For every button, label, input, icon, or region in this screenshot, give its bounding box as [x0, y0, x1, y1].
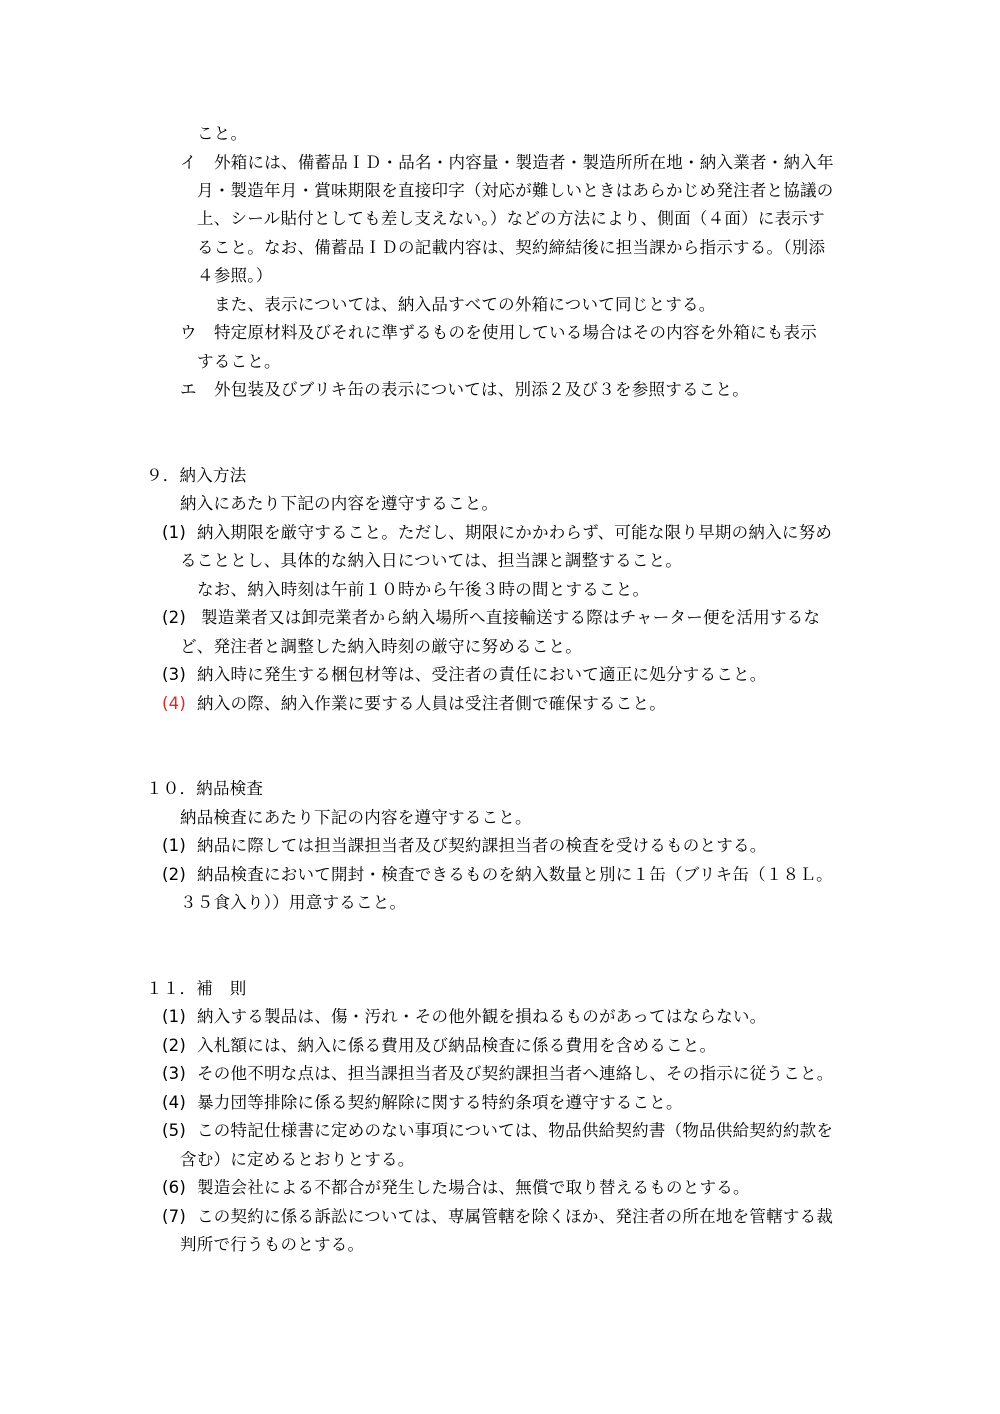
s8-e-line1: 外包装及びブリキ缶の表示については、別添２及び３を参照すること。	[214, 380, 750, 399]
s8-u-line2: すること。	[197, 352, 281, 371]
s11-item1-line1: 納入する製品は、傷・汚れ・その他外観を損ねるものがあってはならない。	[197, 1007, 767, 1026]
s11-item4-line1: 暴力団等排除に係る契約解除に関する特約条項を遵守すること。	[197, 1093, 683, 1112]
s10-item1-line1: 納品に際しては担当課担当者及び契約課担当者の検査を受けるものとする。	[197, 836, 767, 855]
s10-item2-line2: ３５食入り））用意すること。	[180, 893, 407, 912]
s11-item5-marker: (5)	[162, 1121, 187, 1140]
s11-item7-line2: 判所で行うものとする。	[180, 1235, 365, 1254]
s9-item4-marker-text: (4)	[162, 694, 187, 713]
s8-i-line3: 上、シール貼付としても差し支えない。）などの方法により、側面（４面）に表示す	[197, 209, 825, 228]
s11-item6-marker: (6)	[162, 1178, 187, 1197]
s8-u-marker: ウ	[180, 323, 197, 342]
s9-intro: 納入にあたり下記の内容を遵守すること。	[180, 494, 499, 513]
s11-item7-line1: この契約に係る訴訟については、専属管轄を除くほか、発注者の所在地を管轄する裁	[197, 1207, 834, 1226]
s10-heading: １０．納品検査	[146, 779, 264, 798]
s9-item1-line1: 納入期限を厳守すること。ただし、期限にかかわらず、可能な限り早期の納入に努め	[197, 523, 833, 542]
s8-i-line1: 外箱には、備蓄品ＩＤ・品名・内容量・製造者・製造所所在地・納入業者・納入年	[214, 153, 834, 172]
s9-item1-marker: (1)	[162, 523, 187, 542]
s9-heading: ９．納入方法	[146, 466, 247, 485]
s9-item1-line2: ることとし、具体的な納入日については、担当課と調整すること。	[180, 551, 683, 570]
s9-item3-line1: 納入時に発生する梱包材等は、受注者の責任において適正に処分すること。	[197, 665, 767, 684]
s9-item2-line2: ど、発注者と調整した納入時刻の厳守に努めること。	[180, 637, 582, 656]
s11-item2-line1: 入札額には、納入に係る費用及び納品検査に係る費用を含めること。	[197, 1036, 717, 1055]
s11-item5-line1: この特記仕様書に定めのない事項については、物品供給契約書（物品供給契約約款を	[197, 1121, 834, 1140]
s8-i-marker: イ	[180, 153, 197, 172]
s8-i-line4: ること。なお、備蓄品ＩＤの記載内容は、契約締結後に担当課から指示する。（別添	[197, 238, 826, 257]
s10-item2-line1: 納品検査において開封・検査できるものを納入数量と別に１缶（ブリキ缶（１８Ｌ。	[197, 865, 833, 884]
s10-item1-marker: (1)	[162, 836, 187, 855]
s8-u-line1: 特定原材料及びそれに準ずるものを使用している場合はその内容を外箱にも表示	[214, 323, 817, 342]
s8-i-line6: また、表示については、納入品すべての外箱について同じとする。	[214, 295, 716, 314]
s9-item4-marker	[162, 694, 186, 714]
s11-heading: １１．補 則	[146, 979, 247, 998]
s11-item1-marker: (1)	[162, 1007, 187, 1026]
s10-intro: 納品検査にあたり下記の内容を遵守すること。	[180, 808, 532, 827]
s8-cont-line: こと。	[197, 124, 248, 143]
s11-item7-marker: (7)	[162, 1207, 187, 1226]
s8-e-marker: エ	[180, 380, 197, 399]
s11-item4-marker: (4)	[162, 1093, 187, 1112]
s11-item3-marker: (3)	[162, 1064, 187, 1083]
s11-item5-line2: 含む）に定めるとおりとする。	[180, 1150, 415, 1169]
s11-item6-line1: 製造会社による不都合が発生した場合は、無償で取り替えるものとする。	[197, 1178, 750, 1197]
s8-i-line2: 月・製造年月・賞味期限を直接印字（対応が難しいときはあらかじめ発注者と協議の	[197, 181, 834, 200]
s11-item2-marker: (2)	[162, 1036, 187, 1055]
s11-item3-line1: その他不明な点は、担当課担当者及び契約課担当者へ連絡し、その指示に従うこと。	[197, 1064, 834, 1083]
s10-item2-marker: (2)	[162, 865, 187, 884]
s9-item2-line1: 製造業者又は卸売業者から納入場所へ直接輸送する際はチャーター便を活用するな	[201, 608, 821, 627]
s9-item3-marker: (3)	[162, 665, 187, 684]
s9-item4-line1: 納入の際、納入作業に要する人員は受注者側で確保すること。	[197, 694, 666, 713]
s8-i-line5: ４参照。）	[197, 266, 273, 285]
s9-item2-marker: (2)	[162, 608, 187, 627]
s9-item1-line3: なお、納入時刻は午前１０時から午後３時の間とすること。	[197, 580, 650, 599]
